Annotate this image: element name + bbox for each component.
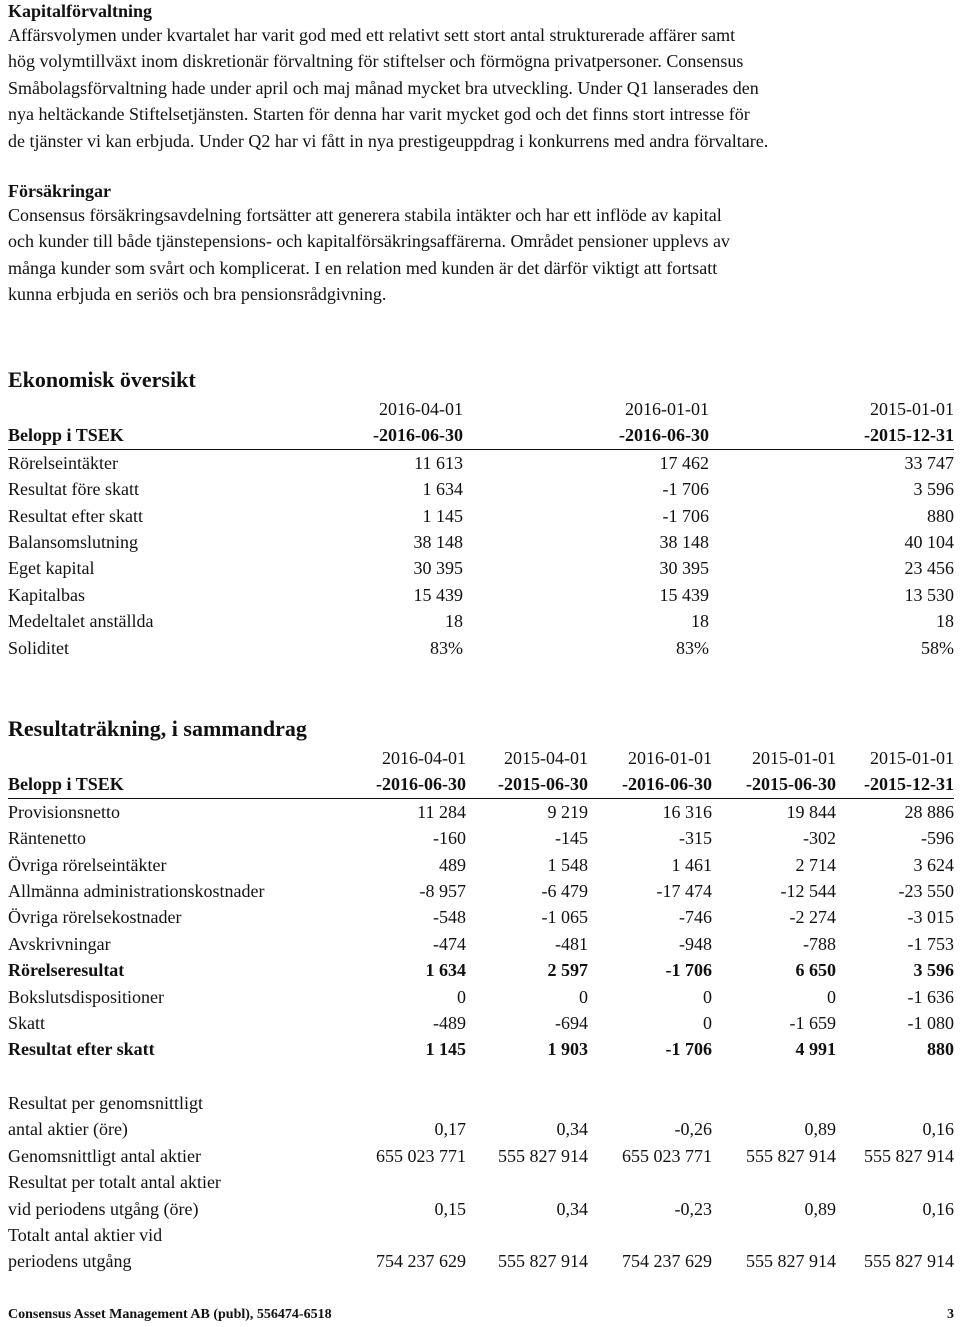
table-cell: 1 461 <box>671 854 712 875</box>
table-cell: 11 613 <box>414 452 463 473</box>
table-cell: 754 237 629 <box>622 1251 712 1272</box>
table-cell: 1 634 <box>425 960 466 981</box>
table-header-row <box>8 745 954 771</box>
table-row <box>8 1010 954 1036</box>
table-row <box>8 852 954 878</box>
table-header-row <box>8 771 954 798</box>
table-header-row <box>8 422 954 449</box>
row-label: Resultat före skatt <box>8 479 139 500</box>
ekonomisk-oversikt-table <box>8 396 954 661</box>
row-label: Provisionsnetto <box>8 801 121 822</box>
table-cell: -1 080 <box>907 1013 954 1034</box>
table-cell: 6 650 <box>795 960 836 981</box>
table-cell: 15 439 <box>413 584 463 605</box>
section-heading: Kapitalförvaltning <box>8 1 153 21</box>
paragraph-line: hög volymtillväxt inom diskretionär förvaltning för stiftelser och förmögna privatpersoner. Consensus <box>8 51 744 72</box>
resultatrakning-table <box>8 745 954 1063</box>
table-cell: 15 439 <box>659 584 709 605</box>
table-cell: -948 <box>679 933 712 954</box>
section-heading: Försäkringar <box>8 181 111 201</box>
table-cell: 880 <box>927 1039 954 1060</box>
row-label: Totalt antal aktier vid <box>8 1225 163 1246</box>
table-cell: 655 023 771 <box>376 1145 466 1166</box>
row-label: Övriga rörelseintäkter <box>8 854 167 875</box>
row-label: Rörelseresultat <box>8 960 125 981</box>
table-cell <box>466 1090 588 1116</box>
table-cell <box>712 1169 836 1195</box>
table-cell: 0,17 <box>434 1119 466 1140</box>
table-cell: 555 827 914 <box>746 1251 836 1272</box>
header-cell: -2015-12-31 <box>836 771 954 798</box>
table-row <box>8 984 954 1010</box>
table-cell: 18 <box>691 611 709 632</box>
table-row <box>8 878 954 904</box>
table-row <box>8 449 954 476</box>
table-cell: -302 <box>803 828 836 849</box>
table-cell: 0,34 <box>556 1198 588 1219</box>
table-cell: 0,89 <box>804 1119 836 1140</box>
table-cell: 0,16 <box>922 1119 954 1140</box>
table-cell: -596 <box>921 828 954 849</box>
row-label: Resultat efter skatt <box>8 505 143 526</box>
table-cell: -0,23 <box>674 1198 712 1219</box>
table-cell <box>836 1090 954 1116</box>
table-cell: 555 827 914 <box>864 1251 954 1272</box>
header-cell: -2016-06-30 <box>463 422 709 449</box>
table-cell: 555 827 914 <box>864 1145 954 1166</box>
table-cell: -0,26 <box>674 1119 712 1140</box>
table-row <box>8 904 954 930</box>
ekonomisk-oversikt-title: Ekonomisk översikt <box>8 367 196 392</box>
row-label: Rörelseintäkter <box>8 452 118 473</box>
table-cell: -1 706 <box>662 479 709 500</box>
row-label: Avskrivningar <box>8 933 111 954</box>
row-label: Allmänna administrationskostnader <box>8 881 265 902</box>
table-cell: 0,89 <box>804 1198 836 1219</box>
table-cell: -489 <box>433 1013 466 1034</box>
header-cell: -2015-12-31 <box>709 422 954 449</box>
table-cell: -474 <box>433 933 466 954</box>
table-cell: 9 219 <box>547 801 588 822</box>
row-label: vid periodens utgång (öre) <box>8 1198 199 1219</box>
paragraph-line: Affärsvolymen under kvartalet har varit god med ett relativt sett stort antal strukturerade affärer samt <box>8 25 736 45</box>
row-label: periodens utgång <box>8 1251 132 1272</box>
table-cell: 0 <box>457 986 466 1007</box>
table-cell: 17 462 <box>659 452 709 473</box>
header-cell <box>8 745 346 771</box>
header-cell: 2016-01-01 <box>628 748 712 768</box>
table-row <box>8 1116 954 1142</box>
table-cell: -694 <box>555 1013 588 1034</box>
table-cell: -12 544 <box>780 881 836 902</box>
row-label: Balansomslutning <box>8 532 138 553</box>
table-cell: 0,16 <box>922 1198 954 1219</box>
header-cell: 2016-01-01 <box>625 399 709 419</box>
table-cell: 28 886 <box>904 801 954 822</box>
row-label: Resultat per genomsnittligt <box>8 1093 203 1113</box>
table-cell: -23 550 <box>898 881 954 902</box>
header-cell: 2015-04-01 <box>504 748 588 768</box>
header-cell: 2015-01-01 <box>870 399 954 419</box>
header-cell: 2016-04-01 <box>379 399 463 419</box>
table-cell: 3 596 <box>913 479 954 500</box>
table-cell: -3 015 <box>907 907 954 928</box>
table-cell <box>836 1169 954 1195</box>
table-cell: 2 714 <box>795 854 836 875</box>
table-cell <box>588 1169 712 1195</box>
table-cell: 83% <box>430 637 463 658</box>
table-row <box>8 931 954 957</box>
section-forsakringar <box>8 180 954 308</box>
resultatrakning-title: Resultaträkning, i sammandrag <box>8 716 307 741</box>
table-header-row <box>8 396 954 422</box>
table-cell: 1 903 <box>547 1039 588 1060</box>
table-row <box>8 582 954 608</box>
table-cell: 1 634 <box>422 479 463 500</box>
table-cell: 555 827 914 <box>746 1145 836 1166</box>
table-body <box>8 1090 954 1275</box>
table-cell: -1 706 <box>662 505 709 526</box>
table-cell: -145 <box>555 828 588 849</box>
table-row <box>8 798 954 825</box>
table-cell: 754 237 629 <box>376 1251 466 1272</box>
table-cell <box>466 1222 588 1248</box>
table-cell: -548 <box>433 907 466 928</box>
row-label: Övriga rörelsekostnader <box>8 907 182 928</box>
table-body <box>8 449 954 661</box>
row-label: antal aktier (öre) <box>8 1119 128 1140</box>
table-row <box>8 1143 954 1169</box>
table-cell: 0 <box>827 986 836 1007</box>
table-cell <box>712 1222 836 1248</box>
page-number: 3 <box>947 1307 954 1322</box>
table-cell: 18 <box>445 611 463 632</box>
row-label: Resultat efter skatt <box>8 1039 155 1060</box>
paragraph-line: kunna erbjuda en seriös och bra pensionsrådgivning. <box>8 284 387 305</box>
table-row <box>8 555 954 581</box>
row-label: Eget kapital <box>8 558 95 579</box>
table-cell <box>588 1222 712 1248</box>
table-row <box>8 476 954 502</box>
table-cell: -160 <box>433 828 466 849</box>
table-cell: 555 827 914 <box>498 1145 588 1166</box>
row-label: Medeltalet anställda <box>8 611 154 632</box>
table-cell: 23 456 <box>904 558 954 579</box>
table-cell: 655 023 771 <box>622 1145 712 1166</box>
table-cell <box>346 1222 466 1248</box>
table-row <box>8 957 954 983</box>
paragraph-line: de tjänster vi kan erbjuda. Under Q2 har vi fått in nya prestigeuppdrag i konkurrens med andra förvaltare. <box>8 130 769 151</box>
table-cell: 38 148 <box>413 532 463 553</box>
table-cell: 489 <box>439 854 466 875</box>
table-row <box>8 635 954 661</box>
table-cell: 555 827 914 <box>498 1251 588 1272</box>
table-cell: 83% <box>676 637 709 658</box>
table-row <box>8 529 954 555</box>
table-row <box>8 1248 954 1274</box>
paragraph-line: och kunder till både tjänstepensions- och kapitalförsäkringsaffärerna. Området pensioner upplevs av <box>8 231 730 252</box>
table-cell: 3 624 <box>913 854 954 875</box>
table-cell: 30 395 <box>413 558 463 579</box>
table-row <box>8 1090 954 1116</box>
footer-company: Consensus Asset Management AB (publ), 556474-6518 <box>8 1307 332 1322</box>
section-kapitalforvaltning <box>8 0 954 154</box>
table-cell: -1 636 <box>907 986 954 1007</box>
table-cell: 0 <box>703 986 712 1007</box>
table-cell: -6 479 <box>541 881 588 902</box>
table-cell: 0,15 <box>434 1198 466 1219</box>
table-cell: -1 706 <box>665 960 712 981</box>
header-cell: 2015-01-01 <box>870 748 954 768</box>
row-label: Räntenetto <box>8 828 86 849</box>
table-cell: -1 659 <box>789 1013 836 1034</box>
per-share-table <box>8 1090 954 1275</box>
table-cell: 13 530 <box>904 584 954 605</box>
table-cell: -8 957 <box>419 881 466 902</box>
table-cell: 0,34 <box>556 1119 588 1140</box>
header-cell: Belopp i TSEK <box>8 771 346 798</box>
table-cell <box>466 1169 588 1195</box>
header-cell: -2016-06-30 <box>223 422 463 449</box>
header-cell: 2015-01-01 <box>752 748 836 768</box>
header-cell: 2016-04-01 <box>382 748 466 768</box>
table-cell: -1 065 <box>541 907 588 928</box>
paragraph-line: Consensus försäkringsavdelning fortsätter att generera stabila intäkter och har ett inflöde av kapital <box>8 205 722 225</box>
table-cell: 33 747 <box>904 452 954 473</box>
table-body <box>8 798 954 1063</box>
paragraph-line: många kunder som svårt och komplicerat. I en relation med kunden är det därför viktigt att fortsatt <box>8 257 718 278</box>
header-cell <box>8 396 223 422</box>
table-cell: 18 <box>936 611 954 632</box>
table-cell: -746 <box>679 907 712 928</box>
table-cell: -2 274 <box>789 907 836 928</box>
header-cell: -2015-06-30 <box>712 771 836 798</box>
table-cell: -1 753 <box>907 933 954 954</box>
table-cell: 880 <box>927 505 954 526</box>
table-cell: 19 844 <box>786 801 836 822</box>
row-label: Soliditet <box>8 637 70 658</box>
table-cell: 4 991 <box>795 1039 836 1060</box>
table-row <box>8 1169 954 1195</box>
paragraph-line: Småbolagsförvaltning hade under april och maj månad mycket bra utveckling. Under Q1 lanserades den <box>8 77 759 98</box>
table-cell: 0 <box>579 986 588 1007</box>
table-cell: -788 <box>803 933 836 954</box>
table-cell: 1 145 <box>425 1039 466 1060</box>
table-cell: 30 395 <box>659 558 709 579</box>
table-row <box>8 1196 954 1222</box>
table-cell <box>346 1090 466 1116</box>
table-cell: 16 316 <box>662 801 712 822</box>
table-row <box>8 1222 954 1248</box>
table-cell: 40 104 <box>904 532 954 553</box>
paragraph-line: nya heltäckande Stiftelsetjänsten. Starten för denna har varit mycket god och det finns stort intresse för <box>8 104 750 125</box>
header-cell: Belopp i TSEK <box>8 422 223 449</box>
table-cell: 38 148 <box>659 532 709 553</box>
header-cell: -2016-06-30 <box>588 771 712 798</box>
table-cell: -1 706 <box>665 1039 712 1060</box>
row-label: Skatt <box>8 1013 46 1034</box>
row-label: Resultat per totalt antal aktier <box>8 1172 221 1193</box>
row-label: Bokslutsdispositioner <box>8 986 165 1007</box>
table-row <box>8 608 954 634</box>
table-cell <box>346 1169 466 1195</box>
table-cell: 1 145 <box>422 505 463 526</box>
table-cell: 1 548 <box>547 854 588 875</box>
table-cell: 3 596 <box>913 960 954 981</box>
table-cell: 11 284 <box>417 801 466 822</box>
header-cell: -2016-06-30 <box>346 771 466 798</box>
table-cell: -17 474 <box>656 881 712 902</box>
row-label: Kapitalbas <box>8 584 85 605</box>
table-cell: 58% <box>921 637 954 658</box>
table-cell <box>712 1090 836 1116</box>
header-cell: -2015-06-30 <box>466 771 588 798</box>
table-row <box>8 503 954 529</box>
row-label: Genomsnittligt antal aktier <box>8 1145 201 1166</box>
page-footer <box>8 1306 954 1324</box>
table-cell: -315 <box>679 828 712 849</box>
table-cell <box>836 1222 954 1248</box>
table-row <box>8 825 954 851</box>
table-cell: 2 597 <box>547 960 588 981</box>
table-row <box>8 1036 954 1062</box>
table-cell <box>588 1090 712 1116</box>
table-cell: -481 <box>555 933 588 954</box>
table-cell: 0 <box>703 1013 712 1034</box>
